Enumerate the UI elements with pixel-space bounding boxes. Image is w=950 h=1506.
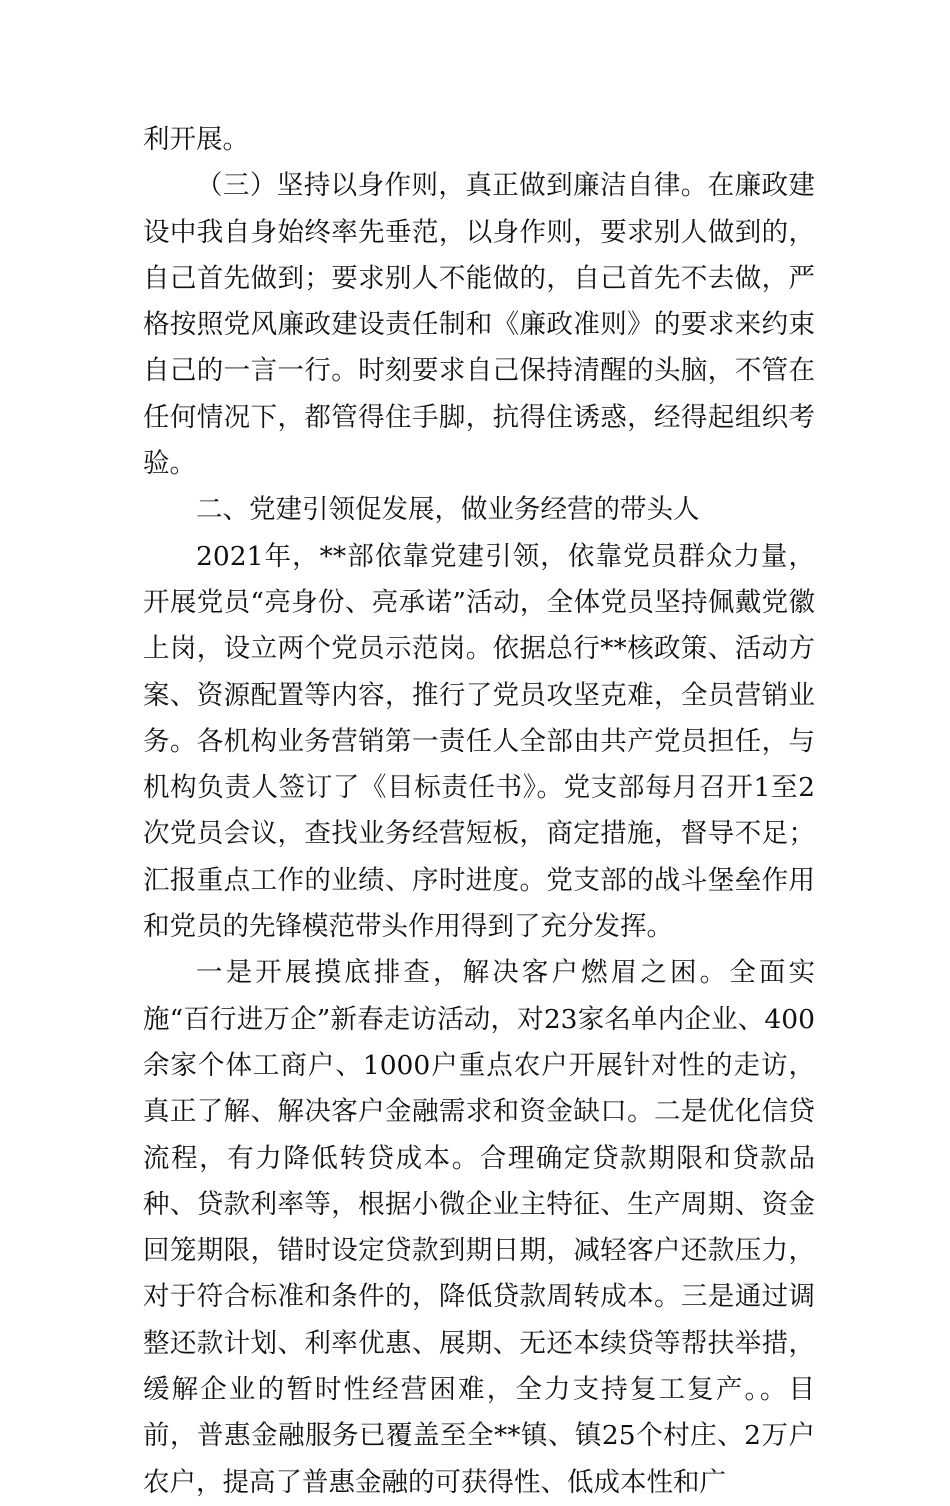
- section-heading: 二、党建引领促发展，做业务经营的带头人: [196, 494, 700, 526]
- paragraph-measures: 一是开展摸底排查，解决客户燃眉之困。全面实施“百行进万企”新春走访活动，对23家名单内企业、400余家个体工商户、1000户重点农户开展针对性的走访，真正了解、解决客户金融需求和资金缺口。二是优化信贷流程，有力降低转贷成本。合理确定贷款期限和贷款品种、贷款利率等，根据小微企业主特征、生产周期、资金回笼期限，错时设定贷款到期日期，减轻客户还款压力，对于符合标准和条件的，降低贷款周转成本。三是通过调整还款计划、利率优惠、展期、无还本续贷等帮扶举措，缓解企业的暂时性经营困难，全力支持复工复产。。目前，普惠金融服务已覆盖至全**镇、镇25个村庄、2万户农户，提高了普惠金融的可获得性、低成本性和广: [143, 957, 815, 1498]
- paragraph-self-discipline: （三）坚持以身作则，真正做到廉洁自律。在廉政建设中我自身始终率先垂范，以身作则，要求别人做到的，自己首先做到；要求别人不能做的，自己首先不去做，严格按照党风廉政建设责任制和《廉政准则》的要求来约束自己的一言一行。时刻要求自己保持清醒的头脑，不管在任何情况下，都管得住手脚，抗得住诱惑，经得起组织考验。: [143, 170, 815, 480]
- paragraph-party-building: 2021年，**部依靠党建引领，依靠党员群众力量，开展党员“亮身份、亮承诺”活动，全体党员坚持佩戴党徽上岗，设立两个党员示范岗。依据总行**核政策、活动方案、资源配置等内容，推行了党员攻坚克难，全员营销业务。各机构业务营销第一责任人全部由共产党员担任，与机构负责人签订了《目标责任书》。党支部每月召开1至2次党员会议，查找业务经营短板，商定措施，督导不足；汇报重点工作的业绩、序时进度。党支部的战斗堡垒作用和党员的先锋模范带头作用得到了充分发挥。: [143, 540, 815, 943]
- paragraph-continuation: 利开展。: [143, 124, 249, 155]
- document-body: [143, 117, 815, 1506]
